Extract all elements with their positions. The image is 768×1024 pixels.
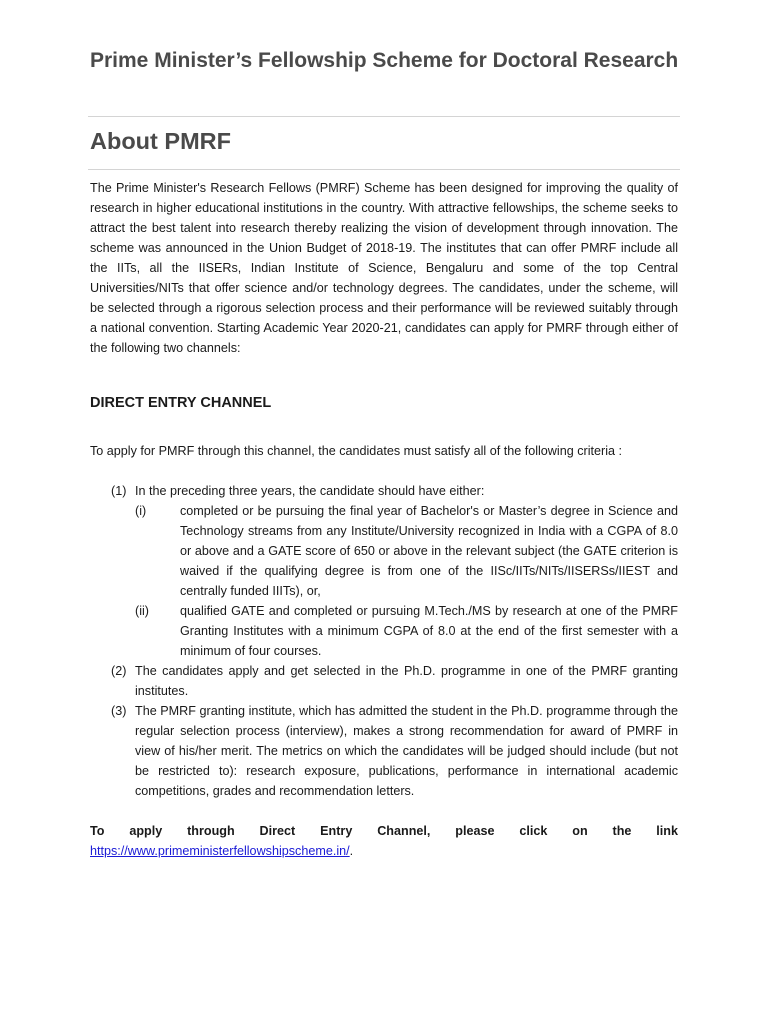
- pmrf-website-link[interactable]: https://www.primeministerfellowshipscheme.in/: [90, 844, 350, 858]
- criteria-sub-text: completed or be pursuing the final year of Bachelor's or Master’s degree in Science and Technology streams from any Institute/University recognized in India with a CGPA of 8.0 or above and a GATE score of 650 or above in the relevant subject (the GATE criterion is waived if the qualifying degree is from one of the IISc/IITs/NITs/IISERSs/IIEST and centrally funded IIITs), or,: [180, 504, 678, 598]
- criteria-item: [90, 661, 678, 701]
- document-title: Prime Minister’s Fellowship Scheme for Doctoral Research: [90, 49, 679, 72]
- apply-end-punctuation: .: [349, 844, 354, 858]
- apply-instructions: [90, 821, 678, 861]
- criteria-sub-text: qualified GATE and completed or pursuing M.Tech./MS by research at one of the PMRF Granting Institutes with a minimum CGPA of 8.0 at the end of the first semester with a minimum of four courses.: [180, 604, 678, 658]
- criteria-text: The candidates apply and get selected in the Ph.D. programme in one of the PMRF granting institutes.: [135, 664, 678, 698]
- criteria-list: [90, 481, 678, 801]
- section-title: About PMRF: [90, 128, 231, 154]
- criteria-item: [90, 701, 678, 801]
- criteria-number: (3): [111, 704, 127, 718]
- criteria-text: The PMRF granting institute, which has admitted the student in the Ph.D. programme through the regular selection process (interview), makes a strong recommendation for award of PMRF in view of his/her merit. The metrics on which the candidates will be judged should include (but not be restricted to): research exposure, publications, performance in international academic competitions, grades and recommendation letters.: [135, 704, 678, 798]
- intro-paragraph: The Prime Minister's Research Fellows (PMRF) Scheme has been designed for improving the quality of research in higher educational institutions in the country. With attractive fellowships, the scheme seeks to attract the best talent into research thereby realizing the vision of development through innovation. The scheme was announced in the Union Budget of 2018-19. The institutes that can offer PMRF include all the IITs, all the IISERs, Indian Institute of Science, Bengaluru and some of the top Central Universities/NITs that offer science and/or technology degrees. The candidates, under the scheme, will be selected through a rigorous selection process and their performance will be reviewed suitably through a national convention. Starting Academic Year 2020-21, candidates can apply for PMRF through either of the following two channels:: [90, 181, 678, 355]
- criteria-number: (1): [111, 484, 127, 498]
- title-divider: [88, 116, 680, 117]
- channel-heading: DIRECT ENTRY CHANNEL: [90, 395, 272, 411]
- criteria-number: (2): [111, 664, 127, 678]
- criteria-text: In the preceding three years, the candidate should have either:: [135, 484, 485, 498]
- criteria-sub-item: [135, 601, 678, 661]
- criteria-sub-number: (i): [135, 504, 147, 518]
- criteria-lead: To apply for PMRF through this channel, the candidates must satisfy all of the following criteria :: [90, 444, 622, 458]
- apply-lead-text: To apply through Direct Entry Channel, please click on the link: [90, 824, 678, 838]
- section-divider: [88, 169, 680, 170]
- criteria-sub-number: (ii): [135, 604, 149, 618]
- criteria-item: [90, 481, 678, 661]
- criteria-sub-item: [135, 501, 678, 601]
